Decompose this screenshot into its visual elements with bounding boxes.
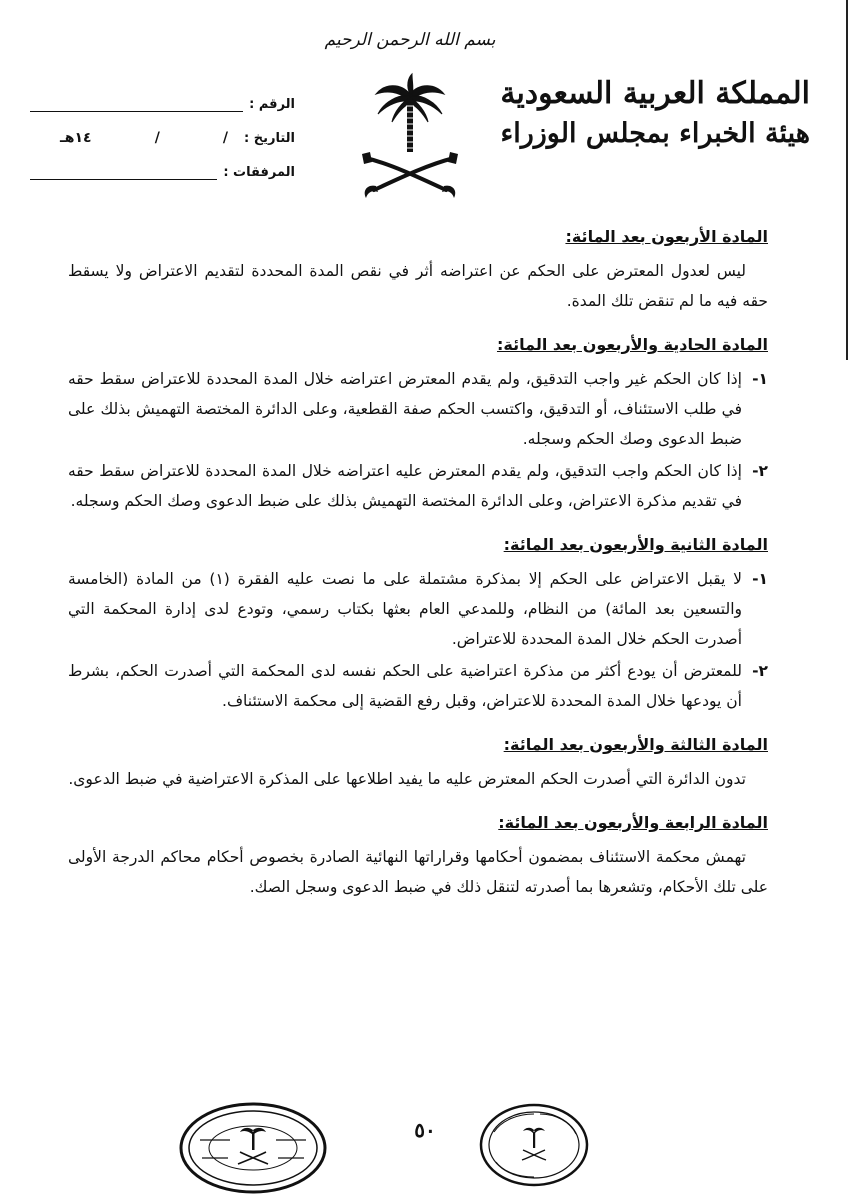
article-143 bbox=[68, 730, 768, 794]
date-label: التاريخ : bbox=[244, 131, 295, 146]
article-text: ليس لعدول المعترض على الحكم عن اعتراضه أثر في نقص المدة المحددة لتقديم الاعتراض ولا يسقط حقه فيه ما لم تنقض تلك المدة. bbox=[68, 262, 768, 310]
clause-item bbox=[68, 364, 768, 454]
clause-number: ٢- bbox=[752, 662, 768, 680]
date-value bbox=[30, 130, 238, 146]
clause-list bbox=[68, 564, 768, 716]
date-sep-2: / bbox=[154, 130, 160, 146]
clause-number: ٢- bbox=[752, 462, 768, 480]
article-142 bbox=[68, 530, 768, 716]
article-141 bbox=[68, 330, 768, 516]
number-line bbox=[30, 97, 243, 112]
basmala: بسم الله الرحمن الرحيم bbox=[324, 30, 496, 50]
number-label: الرقم : bbox=[249, 97, 295, 112]
clause-text: للمعترض أن يودع أكثر من مذكرة اعتراضية على الحكم نفسه لدى المحكمة التي أصدرت الحكم، بشرط أن يودعها خلال المدة المحددة للاعتراض، وقبل رفع القضية إلى محكمة الاستئناف. bbox=[68, 662, 742, 710]
attachments-label: المرفقات : bbox=[223, 165, 295, 180]
article-140 bbox=[68, 222, 768, 316]
clause-text: إذا كان الحكم واجب التدقيق، ولم يقدم المعترض عليه اعتراضه خلال المدة المحددة للاعتراض سقط حقه في تقديم مذكرة الاعتراض، وعلى الدائرة المختصة التهميش بذلك على ضبط الدعوى وصك الحكم وسجله. bbox=[68, 462, 742, 510]
article-title: المادة الحادية والأربعون بعد المائة: bbox=[496, 335, 768, 354]
clause-item bbox=[68, 656, 768, 716]
clause-number: ١- bbox=[752, 570, 768, 588]
date-field bbox=[30, 112, 295, 146]
article-text: تدون الدائرة التي أصدرت الحكم المعترض عليه ما يفيد اطلاعها على المذكرة الاعتراضية في ضبط الدعوى. bbox=[68, 770, 746, 788]
org-name-line1: المملكة العربية السعودية bbox=[500, 76, 810, 111]
clause-text: إذا كان الحكم غير واجب التدقيق، ولم يقدم المعترض اعتراضه خلال المدة المحددة للاعتراض سقط حقه في طلب الاستئناف، أو التدقيق، واكتسب الحكم صفة القطعية، وعلى الدائرة المختصة التهميش بذلك على ضبط الدعوى وصك الحكم وسجله. bbox=[68, 370, 742, 448]
page-edge-line bbox=[846, 0, 848, 360]
clause-item bbox=[68, 564, 768, 654]
reference-fields bbox=[30, 78, 295, 180]
organization-header bbox=[500, 74, 810, 154]
official-seal-right bbox=[478, 1102, 590, 1188]
clause-text: لا يقبل الاعتراض على الحكم إلا بمذكرة مشتملة على ما نصت عليه الفقرة (١) من المادة (الخامسة والتسعين بعد المائة) من النظام، وللمدعي العام بعثها بكتاب رسمي، وتودع لدى إدارة المحكمة التي أصدرت الحكم خلال المدة المحددة للاعتراض. bbox=[68, 570, 742, 648]
article-title: المادة الثانية والأربعون بعد المائة: bbox=[503, 535, 768, 554]
clause-number: ١- bbox=[752, 370, 768, 388]
article-title: المادة الثالثة والأربعون بعد المائة: bbox=[503, 735, 768, 754]
document-body bbox=[68, 222, 768, 916]
attachments-line bbox=[30, 165, 217, 180]
number-field bbox=[30, 78, 295, 112]
date-suffix: ١٤هـ bbox=[60, 130, 92, 146]
page-number: ٥٠ bbox=[414, 1118, 436, 1142]
saudi-emblem-icon bbox=[360, 72, 460, 202]
article-144 bbox=[68, 808, 768, 902]
article-title: المادة الرابعة والأربعون بعد المائة: bbox=[498, 813, 768, 832]
official-seal-left bbox=[178, 1100, 328, 1196]
org-name-line2: هيئة الخبراء بمجلس الوزراء bbox=[500, 118, 810, 149]
article-title: المادة الأربعون بعد المائة: bbox=[565, 227, 768, 246]
clause-list bbox=[68, 364, 768, 516]
article-text: تهمش محكمة الاستئناف بمضمون أحكامها وقراراتها النهائية الصادرة بخصوص أحكام محاكم الدرجة الأولى على تلك الأحكام، وتشعرها بما أصدرته لتنقل ذلك في ضبط الدعوى وسجل الصك. bbox=[68, 848, 768, 896]
attachments-field bbox=[30, 146, 295, 180]
date-sep-1: / bbox=[222, 130, 229, 146]
clause-item bbox=[68, 456, 768, 516]
